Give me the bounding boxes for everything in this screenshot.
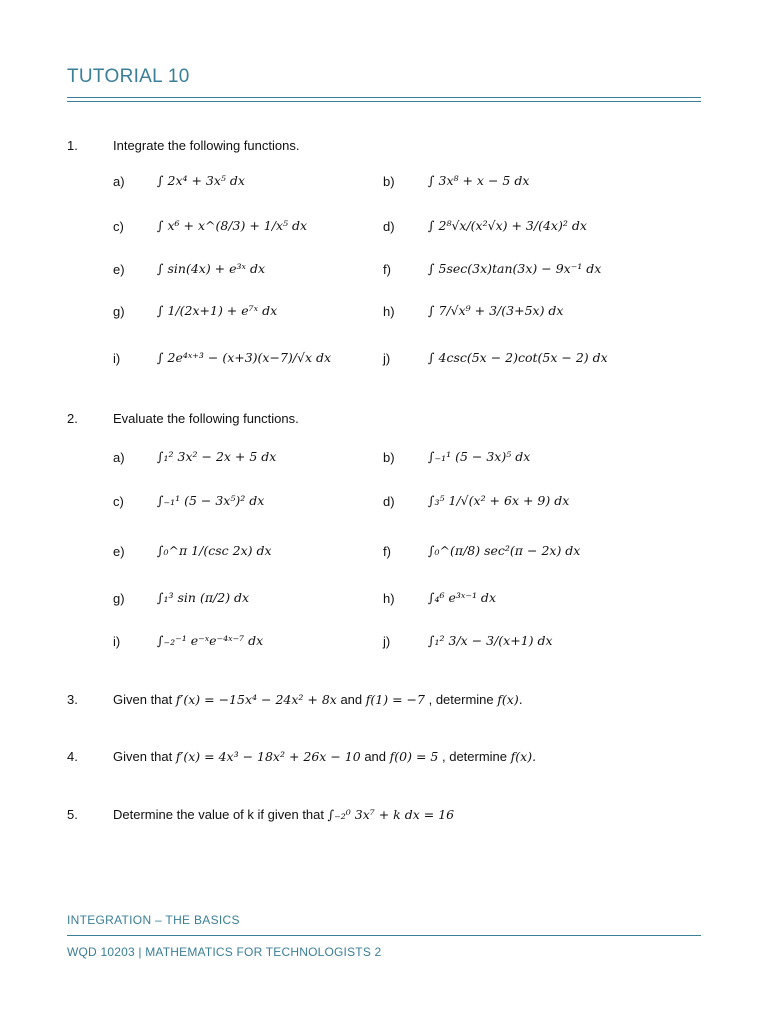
- item-label: h): [383, 591, 395, 606]
- integral-expression: ∫₄⁶ e³ˣ⁻¹ dx: [428, 590, 496, 605]
- integral-expression: ∫ 2⁸√x/(x²√x) + 3/(4x)² dx: [428, 218, 587, 233]
- question-text: Integrate the following functions.: [113, 138, 300, 153]
- derivative-equation: f′(x) = −15x⁴ − 24x² + 8x: [175, 692, 337, 707]
- initial-condition: f(0) = 5: [389, 749, 439, 764]
- item-label: f): [383, 544, 391, 559]
- initial-condition: f(1) = −7: [365, 692, 425, 707]
- question-number: 3.: [67, 692, 78, 707]
- integral-expression: ∫ 5sec(3x)tan(3x) − 9x⁻¹ dx: [428, 261, 602, 276]
- question-text: [113, 749, 536, 764]
- integral-expression: ∫ 4csc(5x − 2)cot(5x − 2) dx: [428, 350, 608, 365]
- item-label: g): [113, 591, 125, 606]
- item-label: b): [383, 450, 395, 465]
- question-number: 5.: [67, 807, 78, 822]
- integral-expression: ∫ x⁶ + x^(8/3) + 1/x⁵ dx: [157, 218, 308, 233]
- question-text-lead: Determine the value of k if given that: [113, 807, 325, 822]
- derivative-equation: f′(x) = 4x³ − 18x² + 26x − 10: [175, 749, 361, 764]
- item-label: d): [383, 494, 395, 509]
- page-title: TUTORIAL 10: [67, 66, 190, 87]
- question-pre: Given that: [113, 749, 173, 764]
- question-and: and: [364, 749, 387, 764]
- question-post: , determine: [441, 749, 508, 764]
- question-number: 4.: [67, 749, 78, 764]
- question-text: [113, 807, 454, 822]
- item-label: b): [383, 174, 395, 189]
- item-label: j): [383, 351, 391, 366]
- item-label: i): [113, 351, 121, 366]
- item-label: e): [113, 544, 125, 559]
- integral-expression: ∫ sin(4x) + e³ˣ dx: [157, 261, 265, 276]
- integral-expression: ∫₁² 3/x − 3/(x+1) dx: [428, 633, 553, 648]
- question-text: Evaluate the following functions.: [113, 411, 299, 426]
- integral-expression: ∫ 3x⁸ + x − 5 dx: [428, 173, 530, 188]
- integral-expression: ∫₁³ sin (π/2) dx: [157, 590, 250, 605]
- item-label: a): [113, 174, 125, 189]
- item-label: a): [113, 450, 125, 465]
- question-number: 2.: [67, 411, 78, 426]
- item-label: f): [383, 262, 391, 277]
- footer-section-title: INTEGRATION – THE BASICS: [67, 913, 240, 927]
- integral-expression: ∫₀^π 1/(csc 2x) dx: [157, 543, 272, 558]
- item-label: h): [383, 304, 395, 319]
- integral-expression: ∫₋₁¹ (5 − 3x⁵)² dx: [157, 493, 265, 508]
- integral-expression: ∫₋₂⁻¹ e⁻ˣe⁻⁴ˣ⁻⁷ dx: [157, 633, 264, 648]
- item-label: i): [113, 634, 121, 649]
- question-number: 1.: [67, 138, 78, 153]
- item-label: g): [113, 304, 125, 319]
- footer-rule: [67, 935, 701, 936]
- integral-expression: ∫ 2e⁴ˣ⁺³ − (x+3)(x−7)/√x dx: [157, 350, 332, 365]
- item-label: c): [113, 494, 124, 509]
- target-function: f(x).: [497, 692, 523, 707]
- item-label: e): [113, 262, 125, 277]
- question-and: and: [340, 692, 363, 707]
- integral-expression: ∫₃⁵ 1/√(x² + 6x + 9) dx: [428, 493, 570, 508]
- integral-expression: ∫ 1/(2x+1) + e⁷ˣ dx: [157, 303, 278, 318]
- question-text: [113, 692, 523, 707]
- integral-expression: ∫₀^(π/8) sec²(π − 2x) dx: [428, 543, 581, 558]
- footer-course-title: WQD 10203 | MATHEMATICS FOR TECHNOLOGISTS 2: [67, 945, 382, 959]
- integral-expression: ∫₋₁¹ (5 − 3x)⁵ dx: [428, 449, 531, 464]
- question-post: , determine: [428, 692, 494, 707]
- target-function: f(x).: [510, 749, 537, 764]
- question-pre: Given that: [113, 692, 173, 707]
- item-label: d): [383, 219, 395, 234]
- integral-expression: ∫ 2x⁴ + 3x⁵ dx: [157, 173, 245, 188]
- header-rule-thin: [67, 101, 701, 102]
- item-label: c): [113, 219, 124, 234]
- integral-expression: ∫ 7/√x⁹ + 3/(3+5x) dx: [428, 303, 564, 318]
- integral-expression: ∫₁² 3x² − 2x + 5 dx: [157, 449, 277, 464]
- header-rule: [67, 97, 701, 98]
- item-label: j): [383, 634, 391, 649]
- integral-equation: ∫₋₂⁰ 3x⁷ + k dx = 16: [327, 807, 455, 822]
